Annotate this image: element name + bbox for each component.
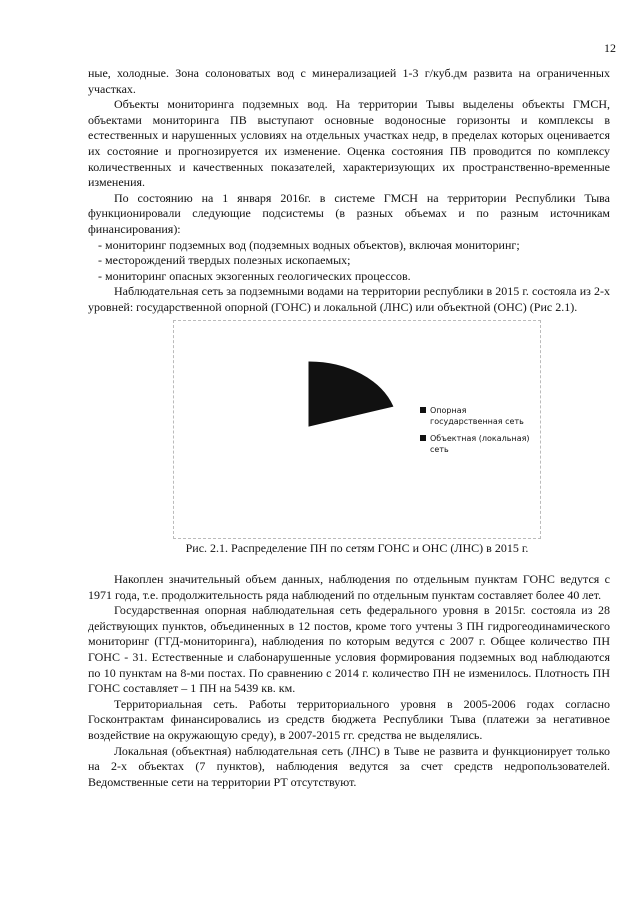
list-item: - месторождений твердых полезных ископаемых; — [98, 253, 351, 268]
legend-swatch — [420, 407, 426, 413]
figure-caption: Рис. 2.1. Распределение ПН по сетям ГОНС и ОНС (ЛНС) в 2015 г. — [185, 541, 529, 555]
paragraph: По состоянию на 1 января 2016г. в системе ГМСН на территории Республики Тыва функционировали следующие подсистемы (в разных объемах и по разным источникам финансирования): — [88, 190, 610, 236]
paragraph: Накоплен значительный объем данных, наблюдения по отдельным пунктам ГОНС ведутся с 1971 года, т.е. продолжительность ряда наблюдений по отдельным пунктам составляет более 40 лет. — [88, 572, 610, 602]
legend-item — [420, 405, 540, 427]
chart-legend — [420, 405, 540, 461]
legend-label: Объектная (локальная) сеть — [430, 434, 530, 454]
list-item: - мониторинг опасных экзогенных геологических процессов. — [98, 268, 411, 283]
paragraph: Наблюдательная сеть за подземными водами на территории республики в 2015 г. состояла из 2-х уровней: государственной опорной (ГОНС) и локальной (ЛНС) или объектной (ОНС) (Рис 2.1). — [88, 284, 610, 314]
legend-label: Опорная государственная сеть — [430, 406, 524, 426]
pie-chart — [173, 320, 541, 539]
top-text-block — [88, 66, 610, 316]
paragraph: Объекты мониторинга подземных вод. На территории Тывы выделены объекты ГМСН, объектами мониторинга ПВ выступают основные водоносные горизонты и комплексы в естественных и нарушенных условиях на отдельных участках недр, в пределах которых оценивается их состояние и прогнозируется их изменение. Оценка состояния ПВ проводится по комплексу количественных и качественных показателей, характеризующих их пространственно-временные изменения. — [88, 97, 610, 190]
paragraph: ные, холодные. Зона солоноватых вод с минерализацией 1-3 г/куб.дм развита на ограниченных участках. — [88, 66, 610, 96]
paragraph: Государственная опорная наблюдательная сеть федерального уровня в 2015г. состояла из 28 действующих пунктов, объединенных в 12 постов, кроме того учтены 3 ПН гидрогеодинамического мониторинг (ГГД-мониторинга), наблюдения по которым ведутся с 2007 г. Общее количество ПН ГОНС - 31. Естественные и слабонарушенные условия формирования подземных вод наблюдаются по 10 пунктам на 8-ми постах. По сравнению с 2014 г. количество ПН не изменилось. Плотность ПН ГОНС составляет – 1 ПН на 5439 кв. км. — [88, 603, 610, 696]
bottom-text-block — [88, 572, 610, 790]
paragraph: Локальная (объектная) наблюдательная сеть (ЛНС) в Тыве не развита и функционирует только на 2-х объектах (7 пунктов), наблюдения ведутся за счет средств недропользователей. Ведомственные сети на территории РТ отсутствуют. — [88, 743, 610, 789]
list-item: - мониторинг подземных вод (подземных водных объектов), включая мониторинг; — [98, 237, 520, 252]
pie-plot — [214, 351, 404, 511]
page-number: 12 — [604, 41, 616, 55]
paragraph: Территориальная сеть. Работы территориального уровня в 2005-2006 годах согласно Госконтрактам финансировались из средств бюджета Республики Тыва (платежи за негативное воздействие на окружающую среду), в 2007-2015 гг. средства не выделялись. — [88, 696, 610, 742]
legend-swatch — [420, 435, 426, 441]
legend-item — [420, 433, 540, 455]
